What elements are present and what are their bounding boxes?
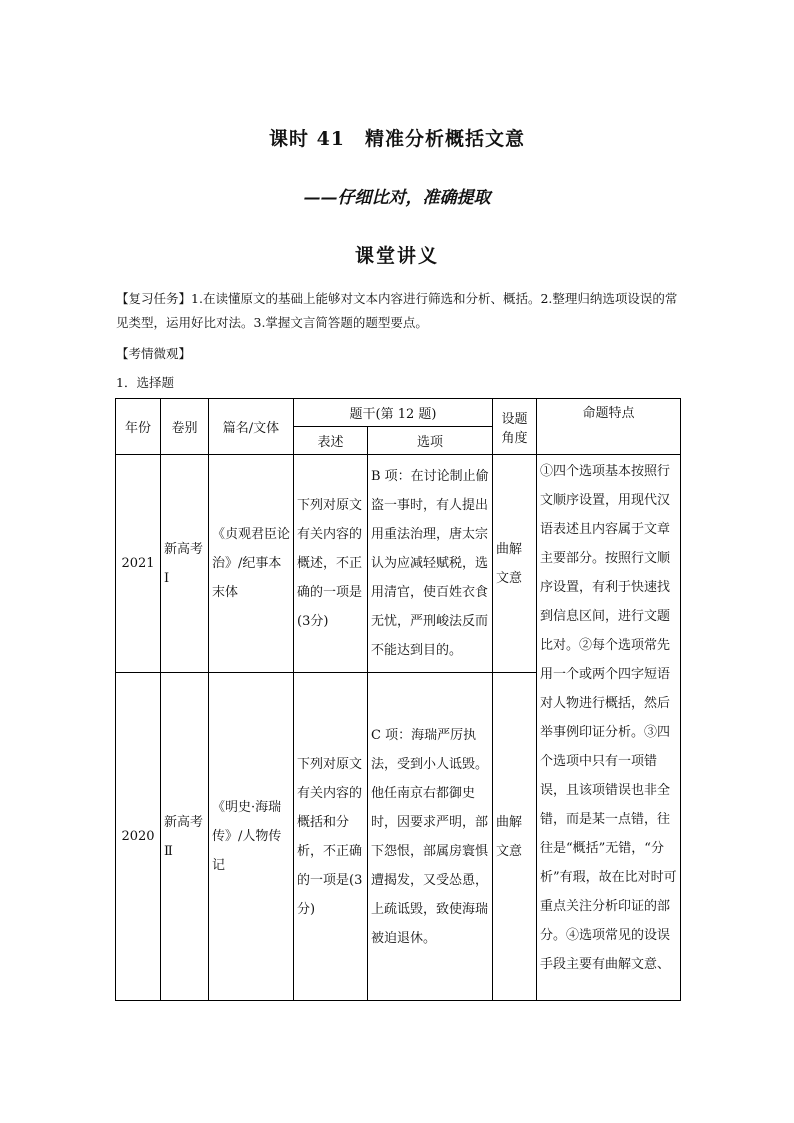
- row-angle: 曲解文意: [493, 455, 537, 673]
- header-stem-desc: 表述: [294, 427, 368, 455]
- exam-analysis-label: 【考情微观】: [116, 346, 192, 361]
- header-genre: 篇名/文体: [209, 399, 294, 455]
- review-task-paragraph: [116, 287, 681, 335]
- row-paper: 新高考Ⅰ: [161, 455, 209, 673]
- row-desc: 下列对原文有关内容的概述，不正确的一项是(3分): [294, 455, 368, 673]
- row-option: B 项：在讨论制止偷盗一事时，有人提出用重法治理，唐太宗认为应减轻赋税，选用清官，使百姓衣食无忧，严刑峻法反而不能达到目的。: [368, 455, 493, 673]
- section-heading: 课堂讲义: [354, 245, 439, 267]
- row-genre: 《贞观君臣论治》/纪事本末体: [209, 455, 294, 673]
- row-angle: 曲解文意: [493, 673, 537, 1001]
- row-features: ①四个选项基本按照行文顺序设置，用现代汉语表述且内容属于文章主要部分。按照行文顺序设置，有利于快速找到信息区间，进行文题比对。②每个选项常先用一个或两个四字短语对人物进行概括，然后举事例印证分析。③四个选项中只有一项错误，且该项错误也非全错，而是某一点错，往往是“概括”无错，“分析”有瑕，故在比对时可重点关注分析印证的部分。④选项常见的设误手段主要有曲解文意、: [537, 455, 681, 1001]
- page-title: 课时 41 精准分析概括文意: [268, 128, 526, 150]
- review-task-text: 1.在读懂原文的基础上能够对文本内容进行筛选和分析、概括。2.整理归纳选项设误的常见类型，运用好比对法。3.掌握文言简答题的题型要点。: [116, 291, 678, 330]
- row-paper: 新高考Ⅱ: [161, 673, 209, 1001]
- row-desc: 下列对原文有关内容的概括和分析，不正确的一项是(3分): [294, 673, 368, 1001]
- header-stem-option: 选项: [368, 427, 493, 455]
- header-angle: 设题角度: [493, 399, 537, 455]
- exam-item-heading: 1．选择题: [116, 375, 174, 390]
- exam-table: [115, 398, 681, 1001]
- header-stem: 题干(第 12 题): [294, 399, 493, 427]
- row-year: 2020: [116, 673, 161, 1001]
- row-year: 2021: [116, 455, 161, 673]
- page-subtitle: ——仔细比对，准确提取: [303, 188, 491, 208]
- header-paper: 卷别: [161, 399, 209, 455]
- table-row: [116, 455, 681, 673]
- header-features: 命题特点: [537, 399, 681, 455]
- row-option: C 项：海瑞严厉执法，受到小人诋毁。他任南京右都御史时，因要求严明，部下怨恨，部属房寰惧遭揭发，又受怂恿，上疏诋毁，致使海瑞被迫退休。: [368, 673, 493, 1001]
- review-task-label: 【复习任务】: [116, 291, 192, 306]
- row-genre: 《明史·海瑞传》/人物传记: [209, 673, 294, 1001]
- header-year: 年份: [116, 399, 161, 455]
